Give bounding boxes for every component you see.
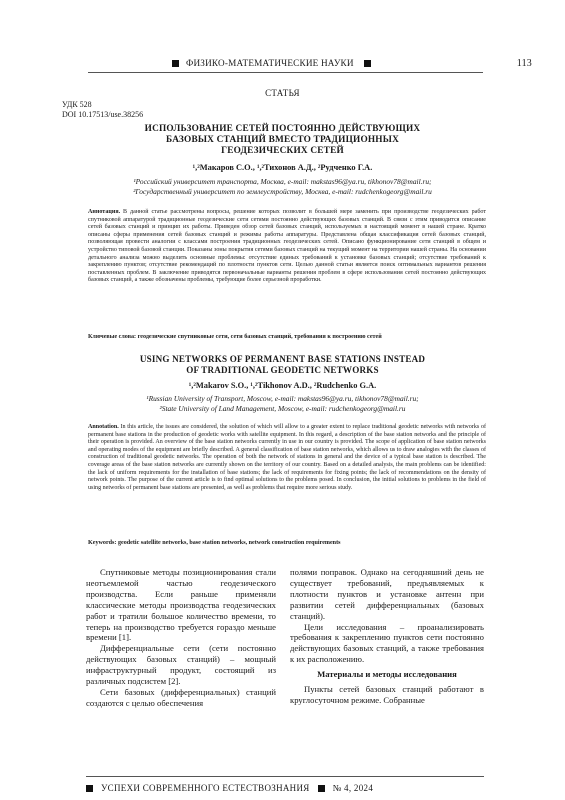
udc-code: УДК 528 bbox=[62, 100, 92, 109]
abstract-ru-text: В данной статье рассмотрены вопросы, решение которых позволит в большей мере заменить при производстве геодезических работ спутниковой аппаратурой традиционные геодезические сети сетями постоянно действующих базовых станций. В связи с этим приводится описание сетей базовых станций и принцип их работы. Приведен обзор сетей базовых станций, используемых в настоящий момент в нашей стране. Кратко описаны сферы применения сетей базовых станций и режимы работы аппаратуры. Представлена общая классификация сетей базовых станций, позволяющая провести аналогии с классами построения традиционных геодезических сетей. Описано функционирование сети станций в общем и устройство типовой базовой станции. Показаны зоны покрытия сетями базовых станций на текущий момент на территории нашей страны. На основании детального анализа можно выделить основные проблемы: отсутствие единых требований к установке базовых станций; отсутствие требований к закреплению пунктов; отсутствие рекомендаций по плотности пунктов сети. Целью данной статьи является поиск оптимальных вариантов решения поставленных проблем. В заключение приводятся первоначальные варианты решения проблем в сфере использования сетей постоянно действующих базовых станций, а также обозначены проблемы, требующие более серьезной проработки. bbox=[88, 209, 486, 284]
body-paragraph: Пункты сетей базовых станций работают в круглосуточном режиме. Собранные bbox=[290, 684, 484, 705]
keywords-en: Keywords: geodetic satellite networks, base station networks, network construction requirements bbox=[88, 540, 341, 546]
abstract-en-text: In this article, the issues are considered, the solution of which will allow to a greater extent to replace traditional geodetic networks with networks of permanent base stations in the production of geodetic works with satellite equipment. In this regard, a description of the base station networks and the principle of their operation is provided. An overview of the base station networks currently in use in our country is provided. The scope of application of base station networks and operating modes of the equipment are briefly described. A general classification of base station networks, which allows us to draw analogies with the classes of construction of traditional geodetic networks. The operation of both the network of stations in general and the device of a typical base station is described. The coverage areas of the base station networks are currently shown on the territory of our country. Based on a detailed analysis, the main problems can be identified: the lack of uniform requirements for the installation of base stations; the lack of requirements for fixing points; the lack of recommendations on the density of network points. The purpose of the current article is to find optimal solutions to the problems posed. In conclusion, the initial solutions to problems in the field of using networks of permanent base stations are presented, as well as problems that require more serious study. bbox=[88, 424, 486, 491]
article-type: СТАТЬЯ bbox=[265, 88, 300, 98]
title-en-line: OF TRADITIONAL GEODETIC NETWORKS bbox=[186, 365, 379, 375]
title-en bbox=[60, 354, 505, 376]
title-ru-line: ИСПОЛЬЗОВАНИЕ СЕТЕЙ ПОСТОЯННО ДЕЙСТВУЮЩИХ bbox=[144, 124, 421, 134]
title-ru bbox=[60, 124, 505, 157]
keywords-ru: Ключевые слова: геодезические спутниковые сети, сети базовых станций, требования к построению сетей bbox=[88, 334, 382, 340]
doi: DOI 10.17513/use.38256 bbox=[62, 110, 144, 119]
authors-ru: ¹,²Макаров С.О., ¹,²Тихонов А.Д., ²Рудченко Г.А. bbox=[192, 163, 373, 172]
body-paragraph: Дифференциальные сети (сети постоянно действующих базовых станций) – мощный инфраструктурный продукт, состоящий из различных подсистем [2]. bbox=[86, 643, 276, 687]
title-en-line: USING NETWORKS OF PERMANENT BASE STATIONS INSTEAD bbox=[139, 354, 426, 364]
title-ru-line: ГЕОДЕЗИЧЕСКИХ СЕТЕЙ bbox=[221, 146, 344, 156]
affiliation-en-2: ²State University of Land Management, Moscow, e-mail: rudchenkogeorg@mail.ru bbox=[159, 404, 406, 413]
abstract-en-label: Annotation. bbox=[88, 424, 119, 430]
square-bullet-icon bbox=[364, 60, 371, 67]
body-left-column bbox=[86, 567, 276, 709]
square-bullet-icon bbox=[318, 785, 325, 792]
body-paragraph: Цели исследования – проанализировать требования к закреплению пунктов сети постоянно действующих базовых станций, а также требования к их расположению. bbox=[290, 621, 484, 665]
journal-name: УСПЕХИ СОВРЕМЕННОГО ЕСТЕСТВОЗНАНИЯ bbox=[101, 783, 310, 793]
body-paragraph: Спутниковые методы позиционирования стали неотъемлемой частью геодезического производства. Если раньше применяли классические методы производства геодезических работ и тратили большое количество времени, то теперь на производство требуется гораздо меньше времени [1]. bbox=[86, 567, 276, 643]
affiliation-en-1: ¹Russian University of Transport, Moscow, e-mail: makstas96@ya.ru, tikhonov78@mail.ru; bbox=[146, 394, 419, 403]
abstract-en bbox=[88, 424, 486, 492]
header-rule bbox=[88, 72, 483, 73]
abstract-ru bbox=[88, 209, 486, 285]
running-header bbox=[172, 56, 532, 70]
affiliations-ru bbox=[40, 177, 525, 197]
page-number: 113 bbox=[516, 57, 532, 69]
running-footer bbox=[86, 783, 486, 793]
abstract-ru-label: Аннотация. bbox=[88, 209, 121, 215]
footer-rule bbox=[86, 776, 484, 777]
section-heading: Материалы и методы исследования bbox=[317, 669, 457, 680]
authors-en: ¹,²Makarov S.O., ¹,²Tikhonov A.D., ²Rudchenko G.A. bbox=[188, 381, 377, 390]
affiliation-ru-2: ²Государственный университет по землеустройству, Москва, e-mail: rudchenkogeorg@mail.ru bbox=[133, 187, 432, 196]
affiliations-en bbox=[40, 394, 525, 414]
body-right-column bbox=[290, 567, 484, 706]
body-paragraph: Сети базовых (дифференциальных) станций создаются с целью обеспечения bbox=[86, 686, 276, 708]
journal-section: ФИЗИКО-МАТЕМАТИЧЕСКИЕ НАУКИ bbox=[186, 58, 354, 68]
square-bullet-icon bbox=[86, 785, 93, 792]
issue-number: № 4, 2024 bbox=[332, 783, 374, 793]
affiliation-ru-1: ¹Российский университет транспорта, Москва, e-mail: makstas96@ya.ru, tikhonov78@mail.ru; bbox=[133, 177, 432, 186]
title-ru-line: БАЗОВЫХ СТАНЦИЙ ВМЕСТО ТРАДИЦИОННЫХ bbox=[166, 135, 399, 145]
square-bullet-icon bbox=[172, 60, 179, 67]
body-paragraph: полями поправок. Однако на сегодняшний день не существует требований, предъявляемых к плотности пунктов и установке антенн при развитии сетей дифференциальных (базовых станций). bbox=[290, 567, 484, 621]
